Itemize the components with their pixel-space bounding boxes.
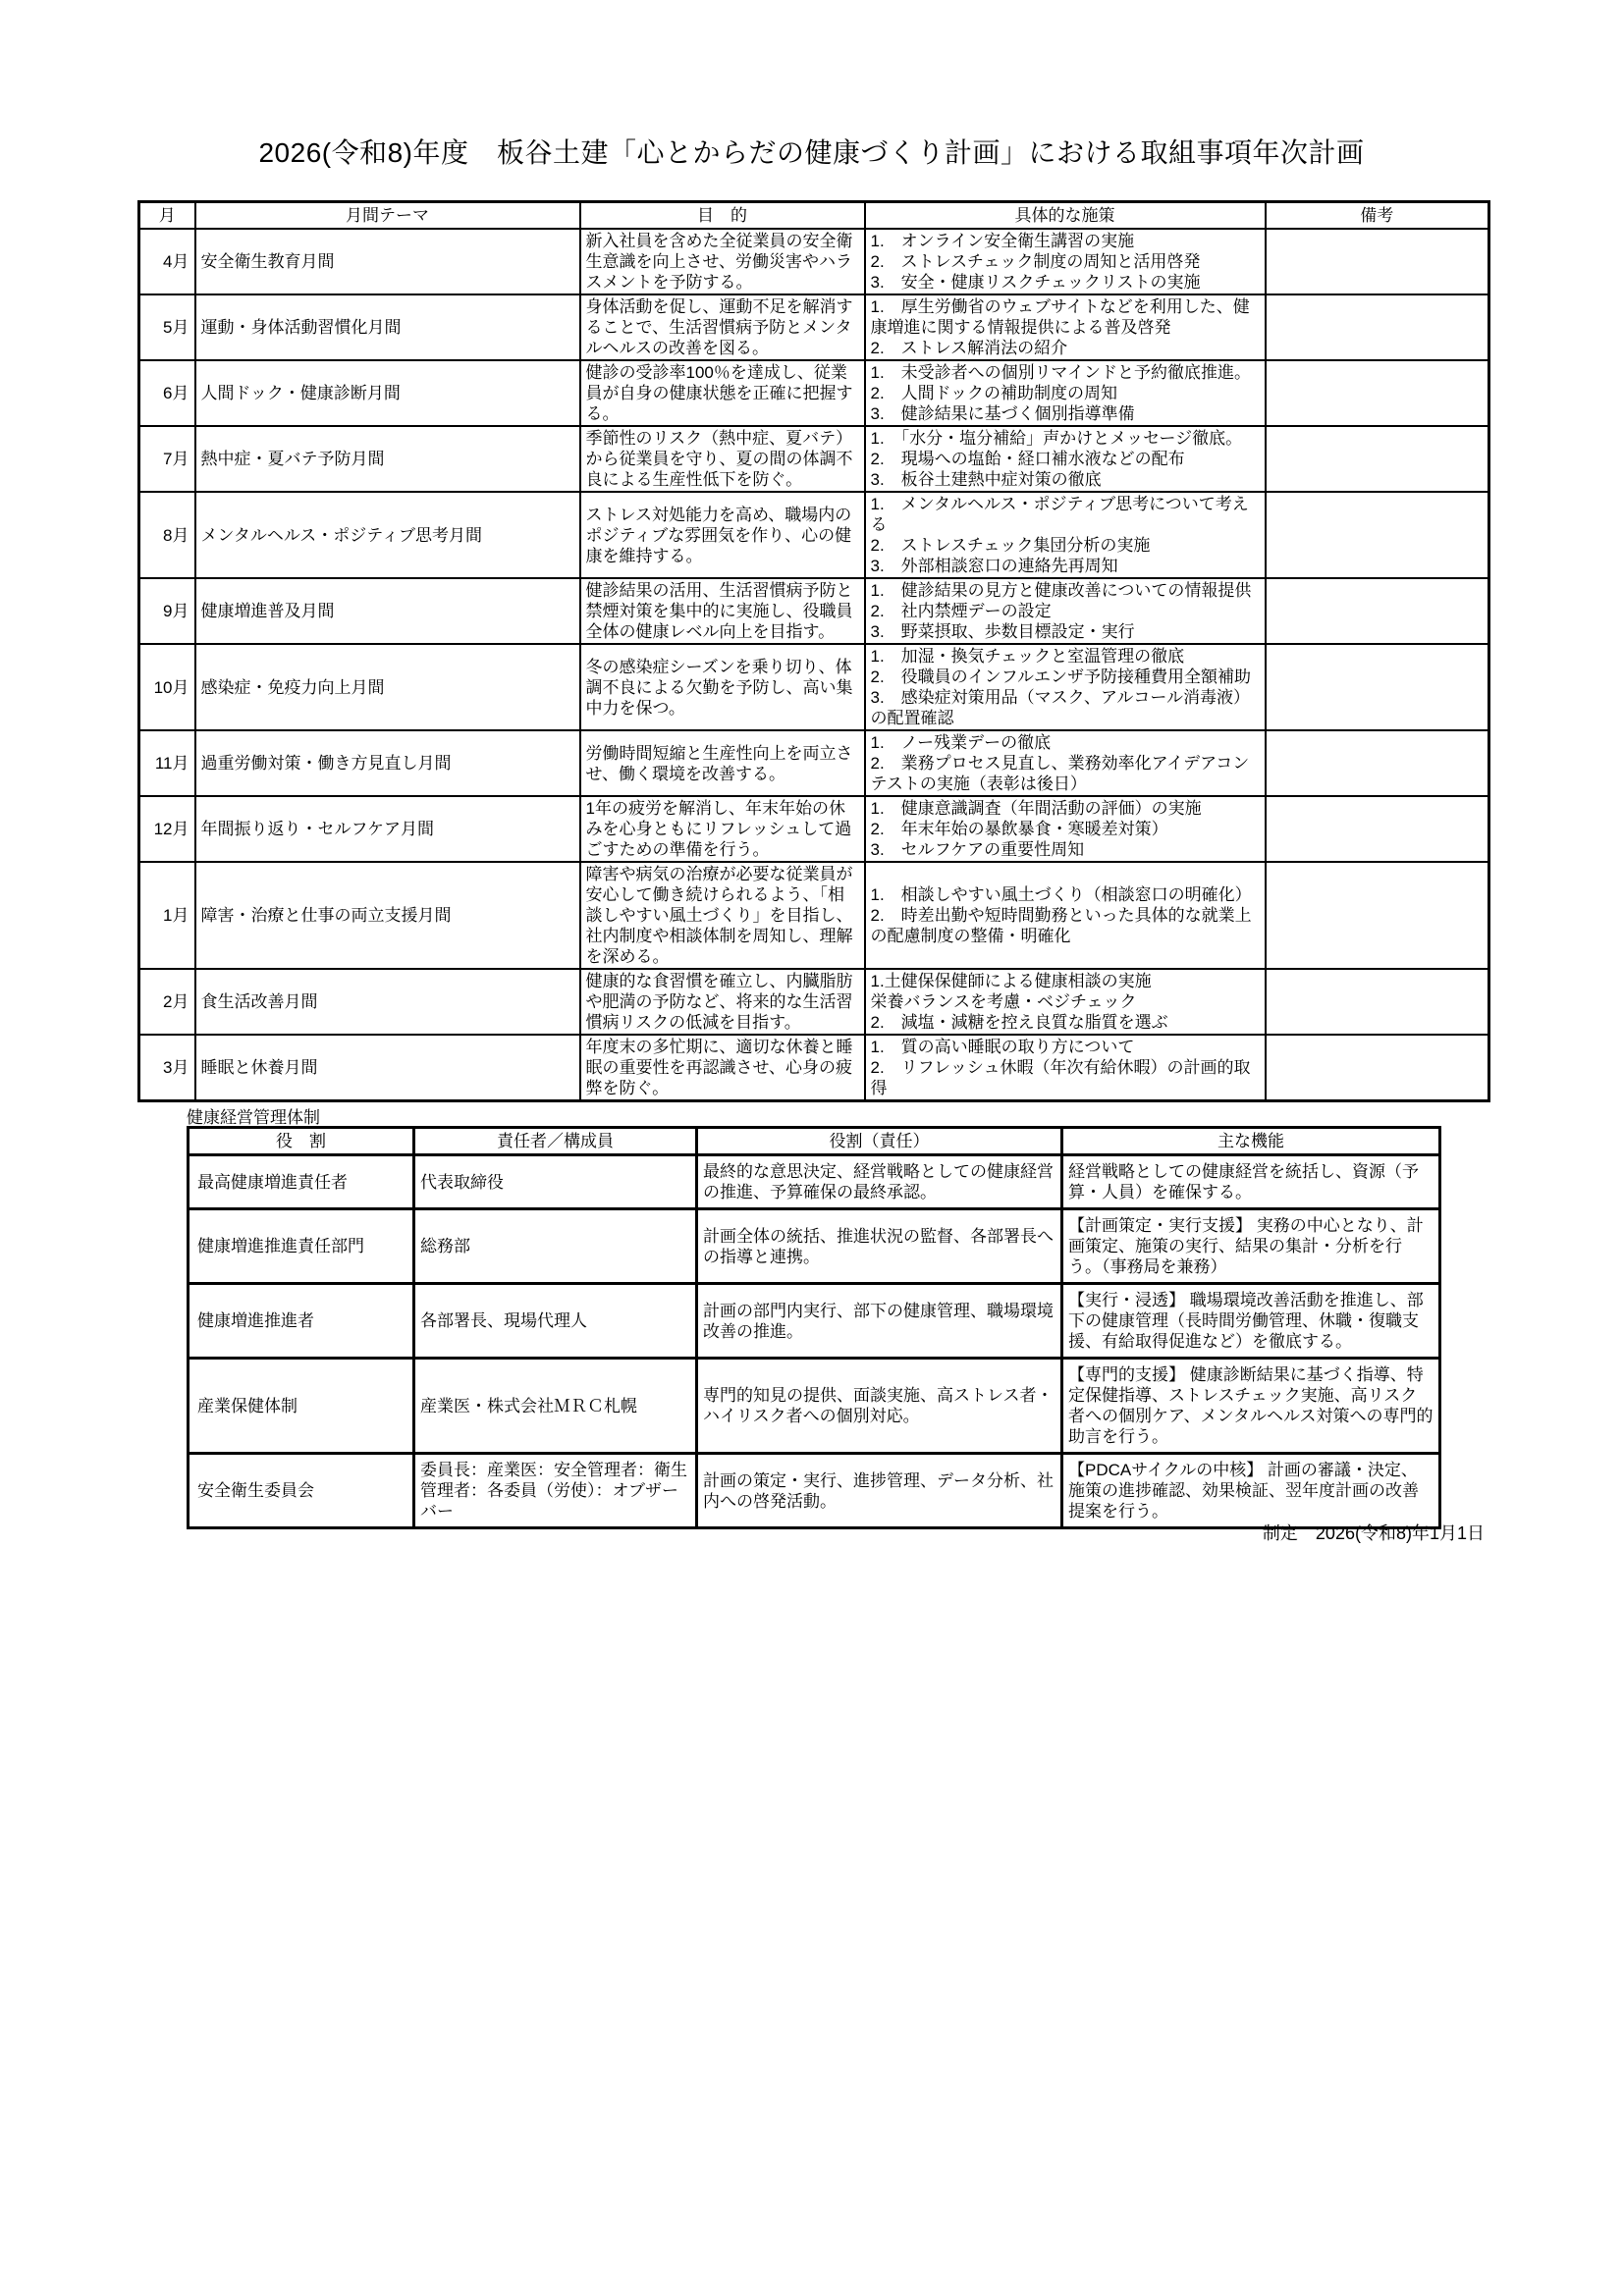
measure-line: 2. 業務プロセス見直し、業務効率化アイデアコンテストの実施（表彰は後日） — [870, 754, 1250, 793]
measures-cell — [865, 644, 1266, 730]
plan-row — [139, 294, 1489, 360]
purpose-cell: 健康的な食習慣を確立し、内臓脂肪や肥満の予防など、将来的な生活習慣病リスクの低減を目指す。 — [580, 969, 865, 1035]
theme-cell: 運動・身体活動習慣化月間 — [195, 294, 580, 360]
org-responsibility-cell: 専門的知見の提供、面談実施、高ストレス者・ハイリスク者への個別対応。 — [697, 1359, 1062, 1454]
org-functions-cell: 【計画策定・実行支援】 実務の中心となり、計画策定、施策の実行、結果の集計・分析を行う。（事務局を兼務） — [1062, 1209, 1440, 1284]
org-table-body — [189, 1155, 1440, 1528]
month-cell: 4月 — [139, 229, 195, 294]
plan-row — [139, 492, 1489, 578]
management-structure-title: 健康経営管理体制 — [187, 1108, 320, 1127]
plan-row — [139, 862, 1489, 969]
measure-line: 3. 野菜摂取、歩数目標設定・実行 — [870, 622, 1135, 641]
org-row — [189, 1284, 1440, 1359]
org-person-cell: 委員長：産業医：安全管理者：衛生管理者：各委員（労使）：オブザーバー — [414, 1454, 697, 1528]
org-person-cell: 総務部 — [414, 1209, 697, 1284]
plan-row — [139, 426, 1489, 492]
measure-line: 3. セルフケアの重要性周知 — [870, 840, 1085, 859]
col-header-person: 責任者／構成員 — [414, 1128, 697, 1155]
measures-cell — [865, 1035, 1266, 1101]
notes-cell — [1266, 360, 1489, 426]
org-header-row — [189, 1128, 1440, 1155]
org-table-head — [189, 1128, 1440, 1155]
theme-cell: 健康増進普及月間 — [195, 578, 580, 644]
purpose-cell: 冬の感染症シーズンを乗り切り、体調不良による欠勤を予防し、高い集中力を保つ。 — [580, 644, 865, 730]
measures-cell — [865, 969, 1266, 1035]
col-header-responsibility: 役割（責任） — [697, 1128, 1062, 1155]
purpose-cell: 年度末の多忙期に、適切な休養と睡眠の重要性を再認識させ、心身の疲弊を防ぐ。 — [580, 1035, 865, 1101]
management-structure-table — [187, 1126, 1441, 1529]
org-role-cell: 最高健康増進責任者 — [189, 1155, 414, 1209]
notes-cell — [1266, 969, 1489, 1035]
measure-line: 2. 年末年始の暴飲暴食・寒暖差対策） — [870, 820, 1168, 838]
theme-cell: 熱中症・夏バテ予防月間 — [195, 426, 580, 492]
notes-cell — [1266, 796, 1489, 862]
org-person-cell: 代表取締役 — [414, 1155, 697, 1209]
month-cell: 1月 — [139, 862, 195, 969]
plan-row — [139, 578, 1489, 644]
measure-line: 1. メンタルヘルス・ポジティブ思考について考える — [870, 495, 1249, 534]
purpose-cell: 健診結果の活用、生活習慣病予防と禁煙対策を集中的に実施し、役職員全体の健康レベル向上を目指す。 — [580, 578, 865, 644]
plan-table-body — [139, 229, 1489, 1101]
measure-line: 1. オンライン安全衛生講習の実施 — [870, 232, 1135, 250]
notes-cell — [1266, 730, 1489, 796]
measure-line: 1. 健診結果の見方と健康改善についての情報提供 — [870, 581, 1252, 600]
measure-line: 1. 「水分・塩分補給」声かけとメッセージ徹底。 — [870, 429, 1243, 448]
measure-line: 1. 厚生労働省のウェブサイトなどを利用した、健康増進に関する情報提供による普及啓発 — [870, 297, 1250, 337]
measure-line: 2. リフレッシュ休暇（年次有給休暇）の計画的取得 — [870, 1058, 1251, 1097]
measure-line: 3. 安全・健康リスクチェックリストの実施 — [870, 273, 1201, 292]
measure-line: 1. 未受診者への個別リマインドと予約徹底推進。 — [870, 363, 1251, 382]
theme-cell: 安全衛生教育月間 — [195, 229, 580, 294]
month-cell: 11月 — [139, 730, 195, 796]
measure-line: 1. 健康意識調査（年間活動の評価）の実施 — [870, 799, 1202, 818]
notes-cell — [1266, 1035, 1489, 1101]
plan-row — [139, 730, 1489, 796]
measures-cell — [865, 294, 1266, 360]
plan-row — [139, 969, 1489, 1035]
measure-line: 栄養バランスを考慮・ベジチェック — [870, 992, 1137, 1011]
col-header-notes: 備考 — [1266, 202, 1489, 230]
measures-cell — [865, 229, 1266, 294]
document-title: 2026(令和8)年度 板谷土建「心とからだの健康づくり計画」における取組事項年次計画 — [258, 137, 1365, 168]
purpose-cell: 季節性のリスク（熱中症、夏バテ）から従業員を守り、夏の間の体調不良による生産性低下を防ぐ。 — [580, 426, 865, 492]
measure-line: 3. 板谷土建熱中症対策の徹底 — [870, 470, 1102, 489]
plan-table-head — [139, 202, 1489, 230]
annual-plan-table — [137, 200, 1490, 1102]
col-header-theme: 月間テーマ — [195, 202, 580, 230]
measures-cell — [865, 360, 1266, 426]
notes-cell — [1266, 426, 1489, 492]
org-responsibility-cell: 計画の部門内実行、部下の健康管理、職場環境改善の推進。 — [697, 1284, 1062, 1359]
measure-line: 3. 健診結果に基づく個別指導準備 — [870, 404, 1135, 423]
month-cell: 7月 — [139, 426, 195, 492]
measure-line: 1. 相談しやすい風土づくり（相談窓口の明確化） — [870, 885, 1252, 904]
purpose-cell: ストレス対処能力を高め、職場内のポジティブな雰囲気を作り、心の健康を維持する。 — [580, 492, 865, 578]
theme-cell: 障害・治療と仕事の両立支援月間 — [195, 862, 580, 969]
notes-cell — [1266, 229, 1489, 294]
theme-cell: 睡眠と休養月間 — [195, 1035, 580, 1101]
measure-line: 1.土健保保健師による健康相談の実施 — [870, 972, 1152, 990]
measures-cell — [865, 492, 1266, 578]
month-cell: 2月 — [139, 969, 195, 1035]
org-role-cell: 産業保健体制 — [189, 1359, 414, 1454]
purpose-cell: 健診の受診率100％を達成し、従業員が自身の健康状態を正確に把握する。 — [580, 360, 865, 426]
measure-line: 2. 時差出勤や短時間勤務といった具体的な就業上の配慮制度の整備・明確化 — [870, 906, 1252, 945]
plan-row — [139, 229, 1489, 294]
notes-cell — [1266, 862, 1489, 969]
month-cell: 8月 — [139, 492, 195, 578]
col-header-measures: 具体的な施策 — [865, 202, 1266, 230]
org-person-cell: 各部署長、現場代理人 — [414, 1284, 697, 1359]
org-person-cell: 産業医・株式会社ＭＲＣ札幌 — [414, 1359, 697, 1454]
theme-cell: 感染症・免疫力向上月間 — [195, 644, 580, 730]
measure-line: 3. 感染症対策用品（マスク、アルコール消毒液）の配置確認 — [870, 688, 1250, 727]
theme-cell: 食生活改善月間 — [195, 969, 580, 1035]
col-header-month: 月 — [139, 202, 195, 230]
org-row — [189, 1209, 1440, 1284]
measure-line: 2. ストレスチェック制度の周知と活用啓発 — [870, 252, 1201, 271]
purpose-cell: 1年の疲労を解消し、年末年始の休みを心身ともにリフレッシュして過ごすための準備を行う。 — [580, 796, 865, 862]
measure-line: 1. 加湿・換気チェックと室温管理の徹底 — [870, 647, 1185, 666]
org-role-cell: 健康増進推進責任部門 — [189, 1209, 414, 1284]
measures-cell — [865, 730, 1266, 796]
measure-line: 2. ストレス解消法の紹介 — [870, 339, 1068, 357]
measure-line: 3. 外部相談窓口の連絡先再周知 — [870, 557, 1118, 575]
purpose-cell: 労働時間短縮と生産性向上を両立させ、働く環境を改善する。 — [580, 730, 865, 796]
measures-cell — [865, 796, 1266, 862]
notes-cell — [1266, 492, 1489, 578]
org-row — [189, 1454, 1440, 1528]
col-header-role: 役 割 — [189, 1128, 414, 1155]
org-role-cell: 安全衛生委員会 — [189, 1454, 414, 1528]
measure-line: 2. 人間ドックの補助制度の周知 — [870, 384, 1117, 402]
theme-cell: 過重労働対策・働き方見直し月間 — [195, 730, 580, 796]
org-row — [189, 1359, 1440, 1454]
org-functions-cell: 【実行・浸透】 職場環境改善活動を推進し、部下の健康管理（長時間労働管理、休職・復職支援、有給取得促進など）を徹底する。 — [1062, 1284, 1440, 1359]
month-cell: 9月 — [139, 578, 195, 644]
plan-row — [139, 796, 1489, 862]
plan-row — [139, 1035, 1489, 1101]
org-functions-cell: 【専門的支援】 健康診断結果に基づく指導、特定保健指導、ストレスチェック実施、高リスク者への個別ケア、メンタルヘルス対策への専門的助言を行う。 — [1062, 1359, 1440, 1454]
theme-cell: 年間振り返り・セルフケア月間 — [195, 796, 580, 862]
month-cell: 10月 — [139, 644, 195, 730]
plan-header-row — [139, 202, 1489, 230]
notes-cell — [1266, 644, 1489, 730]
measure-line: 2. ストレスチェック集団分析の実施 — [870, 536, 1151, 555]
measure-line: 1. ノー残業デーの徹底 — [870, 733, 1052, 752]
measure-line: 2. 社内禁煙デーの設定 — [870, 602, 1052, 620]
measures-cell — [865, 426, 1266, 492]
measure-line: 2. 役職員のインフルエンザ予防接種費用全額補助 — [870, 667, 1251, 686]
col-header-functions: 主な機能 — [1062, 1128, 1440, 1155]
org-functions-cell: 【PDCAサイクルの中核】 計画の審議・決定、施策の進捗確認、効果検証、翌年度計画の改善提案を行う。 — [1062, 1454, 1440, 1528]
plan-row — [139, 360, 1489, 426]
org-row — [189, 1155, 1440, 1209]
theme-cell: 人間ドック・健康診断月間 — [195, 360, 580, 426]
measures-cell — [865, 578, 1266, 644]
measure-line: 1. 質の高い睡眠の取り方について — [870, 1038, 1135, 1056]
col-header-purpose: 目 的 — [580, 202, 865, 230]
month-cell: 5月 — [139, 294, 195, 360]
purpose-cell: 身体活動を促し、運動不足を解消することで、生活習慣病予防とメンタルヘルスの改善を図る。 — [580, 294, 865, 360]
month-cell: 12月 — [139, 796, 195, 862]
purpose-cell: 新入社員を含めた全従業員の安全衛生意識を向上させ、労働災害やハラスメントを予防する。 — [580, 229, 865, 294]
org-responsibility-cell: 計画の策定・実行、進捗管理、データ分析、社内への啓発活動。 — [697, 1454, 1062, 1528]
month-cell: 6月 — [139, 360, 195, 426]
month-cell: 3月 — [139, 1035, 195, 1101]
measure-line: 2. 減塩・減糖を控え良質な脂質を選ぶ — [870, 1013, 1168, 1032]
notes-cell — [1266, 578, 1489, 644]
purpose-cell: 障害や病気の治療が必要な従業員が安心して働き続けられるよう、「相談しやすい風土づくり」を目指し、社内制度や相談体制を周知し、理解を深める。 — [580, 862, 865, 969]
measures-cell — [865, 862, 1266, 969]
measure-line: 2. 現場への塩飴・経口補水液などの配布 — [870, 450, 1185, 468]
theme-cell: メンタルヘルス・ポジティブ思考月間 — [195, 492, 580, 578]
plan-row — [139, 644, 1489, 730]
org-functions-cell: 経営戦略としての健康経営を統括し、資源（予算・人員）を確保する。 — [1062, 1155, 1440, 1209]
org-responsibility-cell: 計画全体の統括、推進状況の監督、各部署長への指導と連携。 — [697, 1209, 1062, 1284]
org-responsibility-cell: 最終的な意思決定、経営戦略としての健康経営の推進、予算確保の最終承認。 — [697, 1155, 1062, 1209]
org-role-cell: 健康増進推進者 — [189, 1284, 414, 1359]
notes-cell — [1266, 294, 1489, 360]
established-date: 制定 2026(令和8)年1月1日 — [1262, 1523, 1485, 1543]
